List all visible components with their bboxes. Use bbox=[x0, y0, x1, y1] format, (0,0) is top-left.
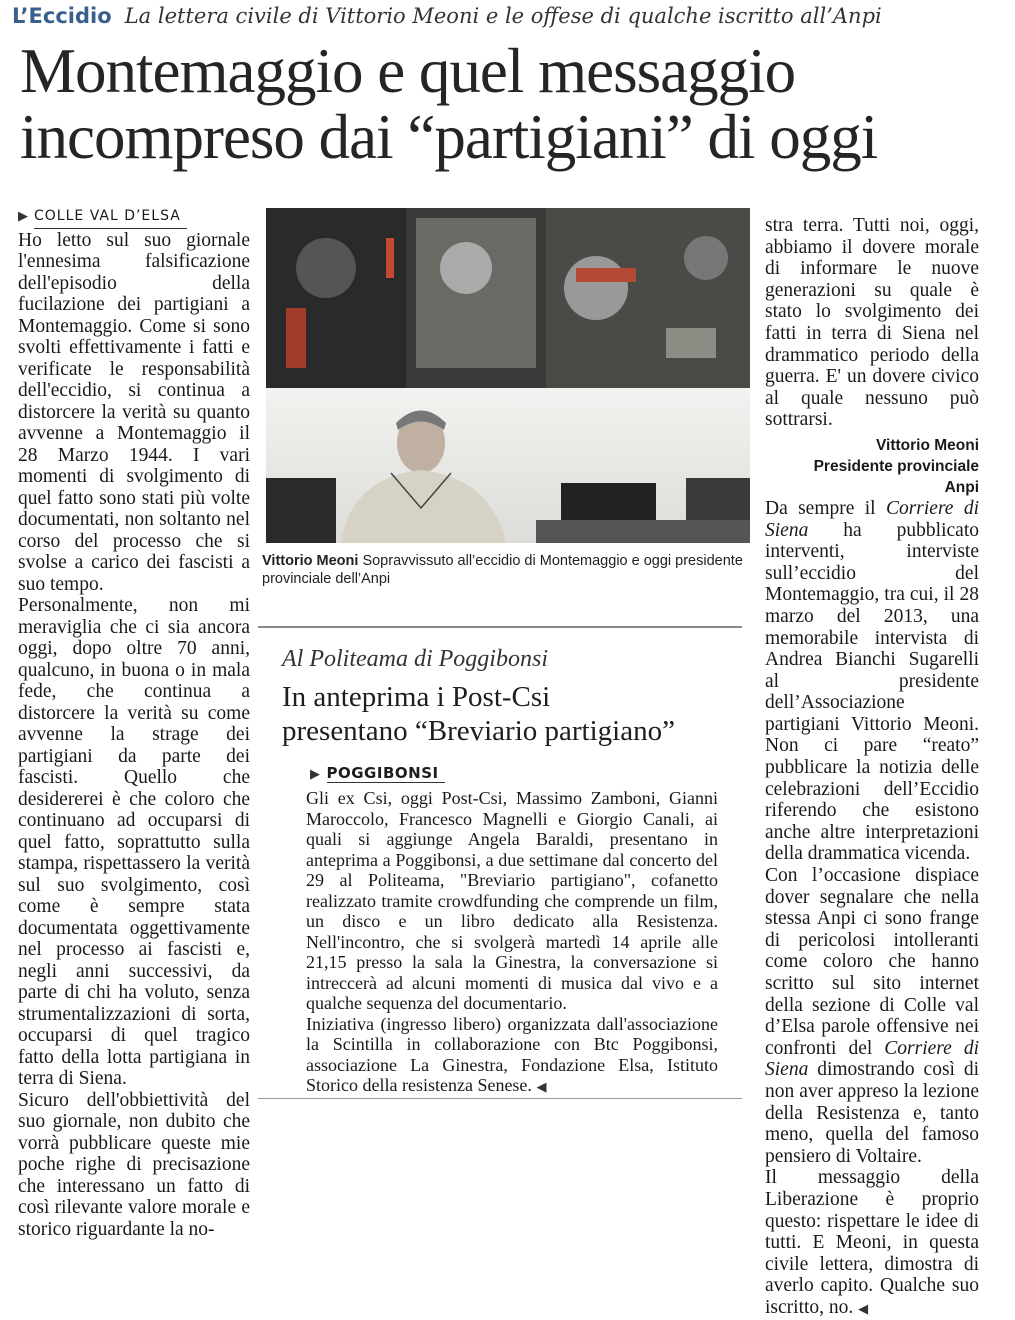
signature-name: Vittorio Meoni bbox=[875, 436, 979, 454]
dateline-arrow-icon: ▶ bbox=[310, 767, 321, 782]
letter-paragraph-1: Ho letto sul suo giornale l'ennesima falsificazione dell'episodio della fucilazione dei partigiani a Montemaggio. Come si sono svolti effettivamente i fatti e verificate le responsabilità dell'eccidio, si continua a distorcere la verità su quanto avvenne a Montemaggio il 28 Marzo 1944. I vari momenti di svolgimento di quel fatto sono stati più volte documentati, non soltanto nel corso del processo che si svolse a carico dei fascisti a suo tempo. bbox=[18, 229, 250, 595]
letter-continuation: stra terra. Tutti noi, oggi, abbiamo il dovere morale di informare le nuove generazioni su quale è stato lo svolgimento dei fatti in terra di Siena nel drammatico periodo della guerra. E' un dovere civico al quale nessuno può sottrarsi. bbox=[765, 215, 979, 431]
sidebar-body bbox=[306, 788, 718, 1098]
sidebar-kicker: Al Politeama di Poggibonsi bbox=[282, 646, 548, 672]
end-arrow-icon: ◀ bbox=[858, 1300, 869, 1316]
headline-line-1: Montemaggio e quel messaggio bbox=[20, 36, 796, 106]
left-column bbox=[18, 204, 250, 1240]
sidebar-article bbox=[258, 626, 742, 1098]
divider bbox=[258, 1098, 742, 1099]
end-arrow-icon: ◀ bbox=[536, 1079, 547, 1094]
sidebar-title bbox=[282, 680, 742, 748]
headline bbox=[20, 38, 1010, 170]
photo-caption bbox=[262, 552, 752, 588]
sidebar-title-line-1: In anteprima i Post-Csi bbox=[282, 681, 551, 713]
signature-role: Presidente provinciale bbox=[813, 457, 979, 475]
reply-paragraph-1: Da sempre il Corriere di Siena ha pubblicato interventi, interviste sull’eccidio del Montemaggio, tra cui, il 28 marzo del 2013, una memorabile intervista di Andrea Bianchi Sugarelli al presidente dell’Associazione partigiani Vittorio Meoni. Non ci pare “reato” pubblicare la notizia delle celebrazioni dell’Eccidio riferendo che esistono anche altre interpretazioni della drammatica vicenda. bbox=[765, 497, 979, 865]
caption-name: Vittorio Meoni bbox=[262, 553, 359, 569]
letter-paragraph-2: Personalmente, non mi meraviglia che ci sia ancora oggi, dopo oltre 70 anni, qualcuno, in buona o in mala fede, che continua a distorcere la verità su come avvenne la strage dei partigiani da parte dei fascisti. Quello che desidererei è che coloro che continuano ad occuparsi di quel fatto, soprattutto sulla stampa, rispettassero la verità sul suo svolgimento, così come è sempre stata documentata oggettivamente nel processo ai fascisti e, negli anni successivi, da parte di chi ha voluto, senza strumentalizzazioni di sorta, occuparsi di quel tragico fatto della lotta partigiana in terra di Siena. bbox=[18, 595, 250, 1089]
right-column bbox=[765, 215, 979, 1320]
signature bbox=[765, 435, 979, 498]
kicker bbox=[12, 4, 1007, 28]
photo bbox=[266, 208, 750, 543]
dateline: COLLE VAL D’ELSA bbox=[34, 206, 187, 229]
reply-paragraph-3: Il messaggio della Liberazione è proprio questo: rispettare le idee di tutti. E Meoni, in questa civile lettera, dimostra di averlo capito. Qualche suo iscritto, no. ◀ bbox=[765, 1167, 979, 1318]
letter-paragraph-3: Sicuro dell'obbiettività del suo giornale, non dubito che vorrà pubblicare queste mie poche righe di precisazione che interessano un fatto di così rilevante valore morale e storico riguardante la no- bbox=[18, 1089, 250, 1240]
caption-text: Sopravvissuto all’eccidio di Montemaggio e oggi presidente provinciale dell’Anpi bbox=[262, 553, 743, 587]
photo-image bbox=[266, 208, 750, 543]
sidebar-paragraph-2: Iniziativa (ingresso libero) organizzata dall'associazione la Scintilla in collaborazione con Btc Poggibonsi, associazione La Ginestra, Fondazione Elsa, Istituto Storico della resistenza Senese. ◀ bbox=[306, 1013, 718, 1095]
subheadline: La lettera civile di Vittorio Meoni e le offese di qualche iscritto all’Anpi bbox=[124, 4, 882, 28]
sidebar-paragraph-1: Gli ex Csi, oggi Post-Csi, Massimo Zamboni, Gianni Maroccolo, Francesco Magnelli e Giorgio Canali, ai quali si aggiunge Angela Baraldi, presentano in anteprima a Poggibonsi, a due settimane dal concerto del 29 al Politeama, "Breviario partigiano", cofanetto realizzato tramite crowdfunding che comprende un film, un disco e un libro dedicato alla Resistenza. Nell'incontro, che si svolgerà martedì 14 aprile alle 21,15 presso la sala la Ginestra, la conversazione si intreccerà ad alcuni momenti di musica dal vivo e a qualche sequenza del documentario. bbox=[306, 788, 718, 1013]
reply-paragraph-2: Con l’occasione dispiace dover segnalare che nella stessa Anpi ci sono frange di pericolosi intolleranti come coloro che hanno scritto sul sito internet della sezione di Colle val d’Elsa parole offensive nei confronti del Corriere di Siena dimostrando così di non aver appreso la lezione della Resistenza e, tanto meno, quella del famoso pensiero di Voltaire. bbox=[765, 865, 979, 1167]
headline-line-2: incompreso dai “partigiani” di oggi bbox=[20, 102, 878, 172]
sidebar-dateline: ▶ POGGIBONSI bbox=[310, 764, 445, 782]
section-tag: L’Eccidio bbox=[12, 4, 112, 28]
dateline-arrow-icon: ▶ bbox=[18, 208, 28, 223]
sidebar-title-line-2: presentano “Breviario partigiano” bbox=[282, 715, 675, 747]
signature-org: Anpi bbox=[944, 478, 979, 496]
